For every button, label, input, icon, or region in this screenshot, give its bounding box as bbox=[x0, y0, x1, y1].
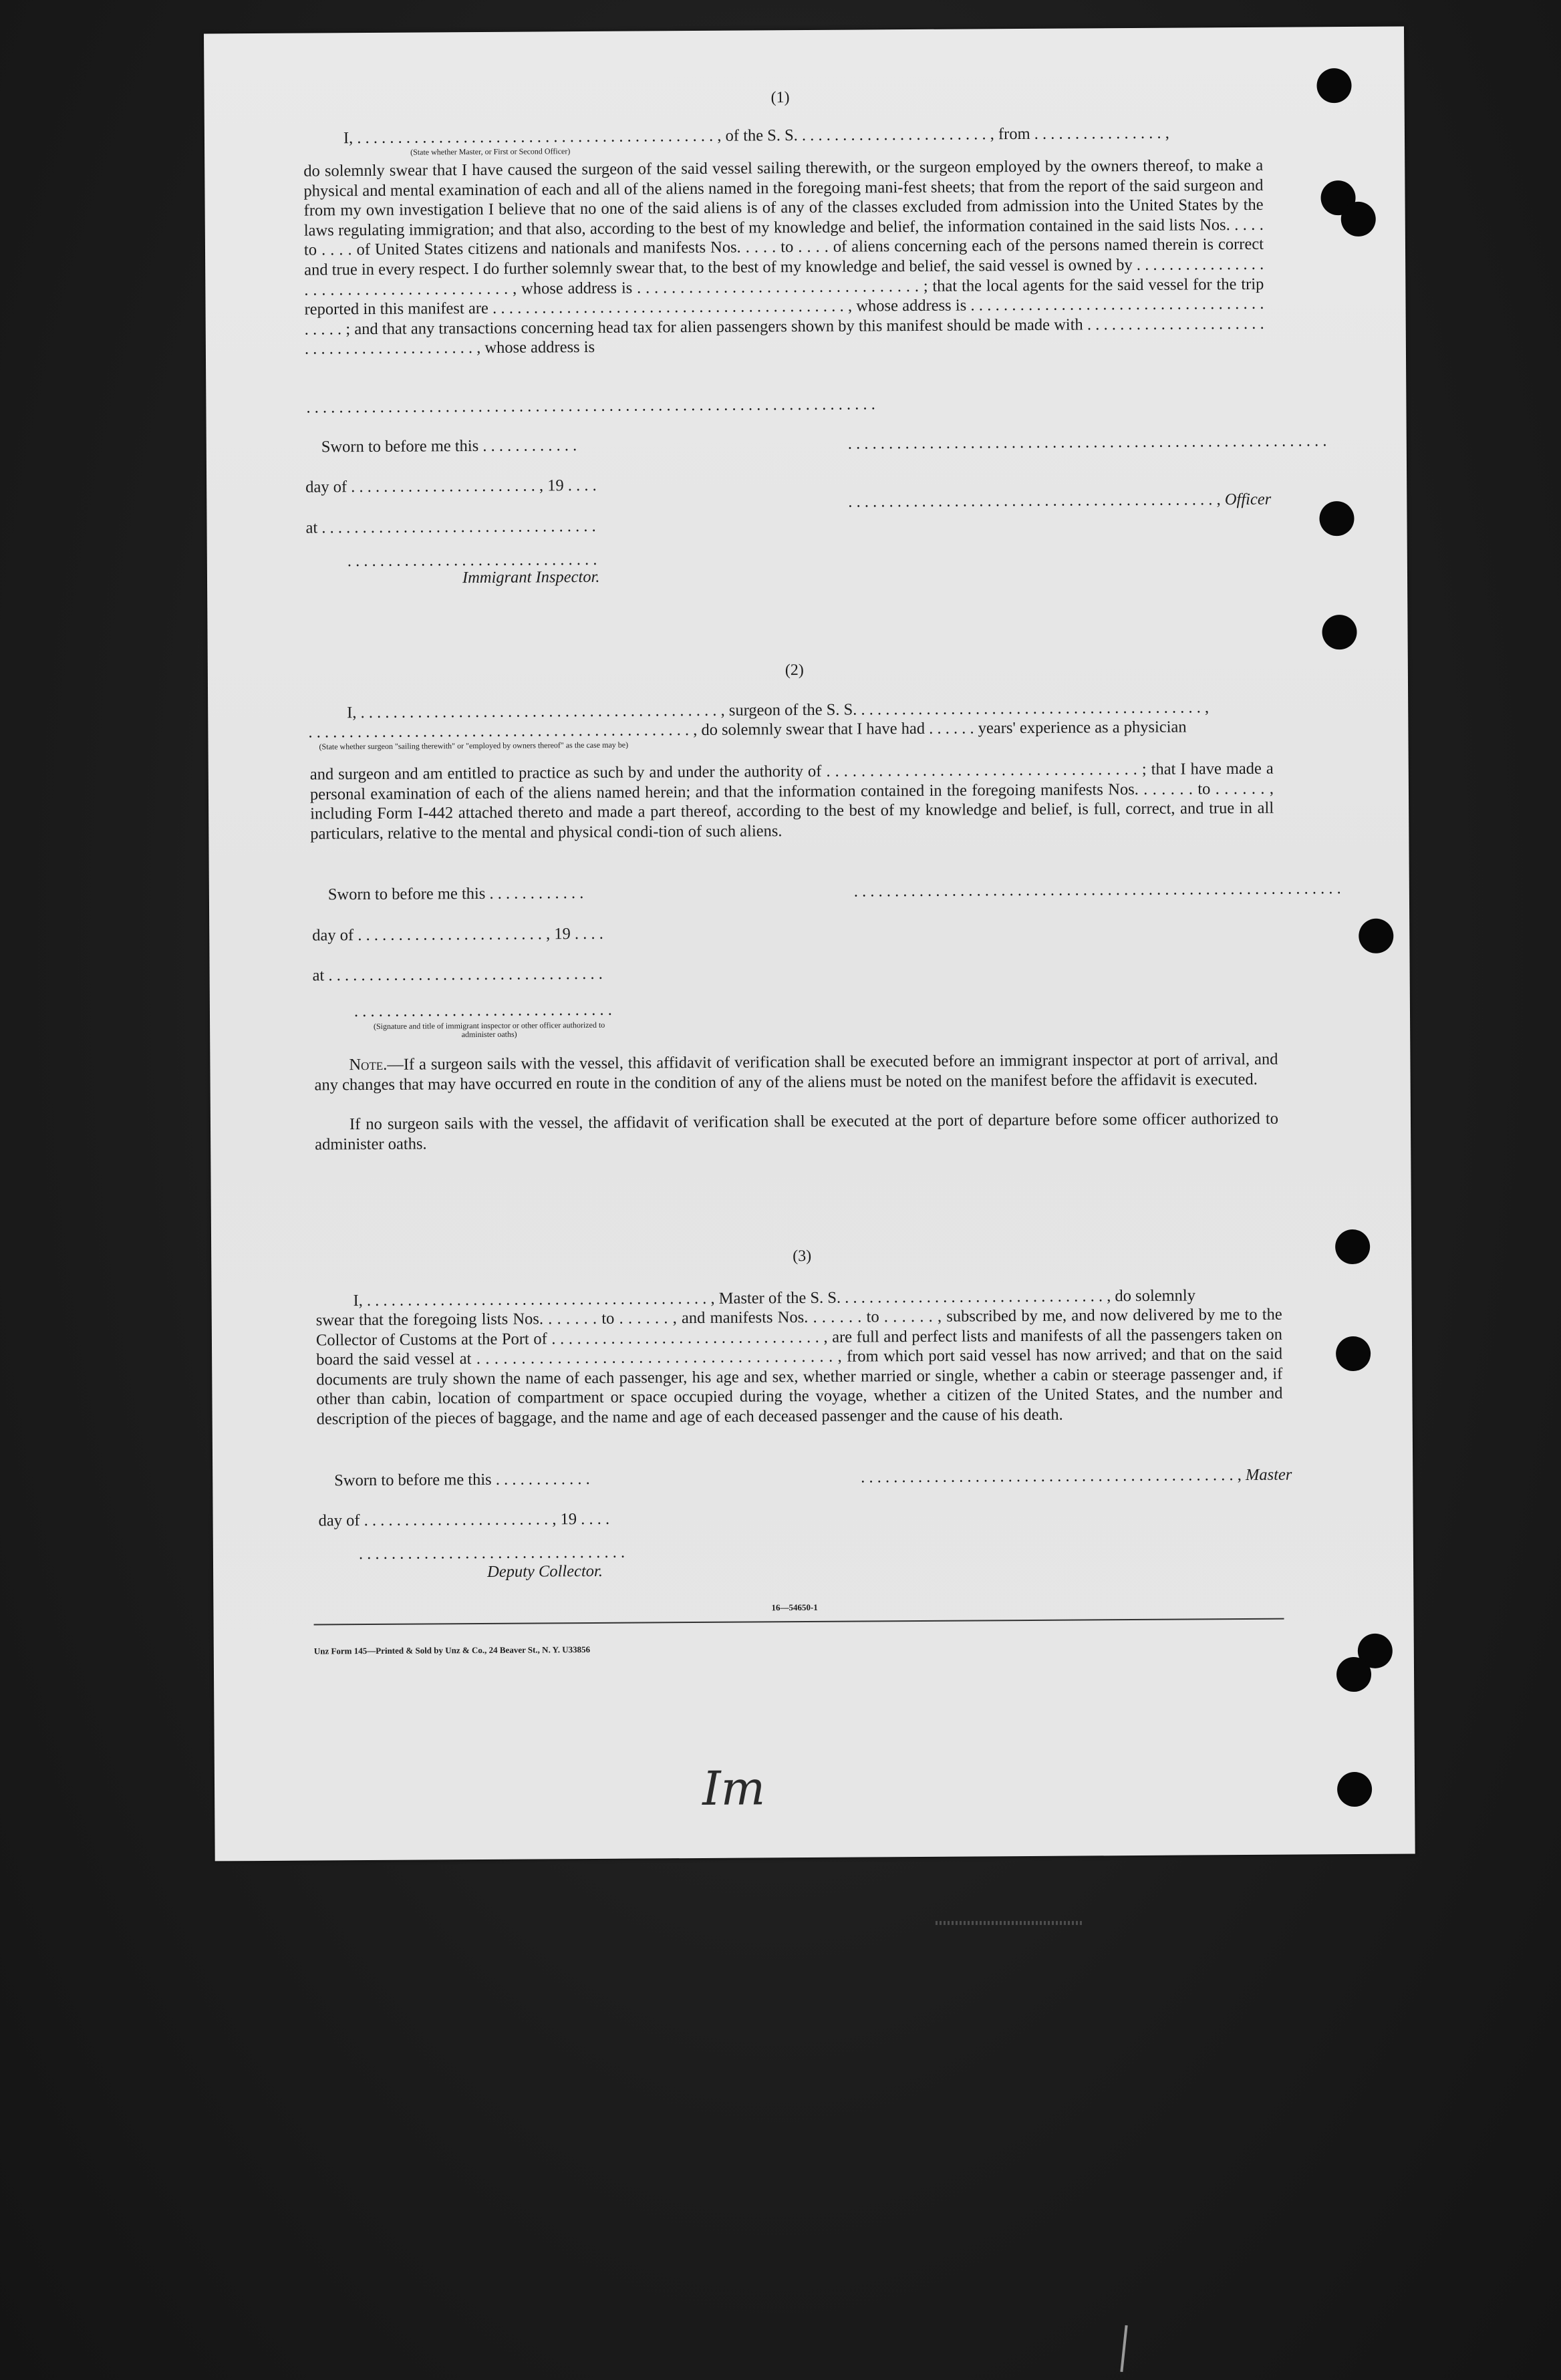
document-page bbox=[204, 27, 1415, 1862]
section-1-sworn: Sworn to before me this . . . . . . . . . . . . bbox=[321, 436, 577, 456]
officer-dots: . . . . . . . . . . . . . . . . . . . . . . . . . . . . . . . . . . . . . . . . . . . . . , bbox=[848, 490, 1221, 511]
note-second-paragraph: If no surgeon sails with the vessel, the affidavit of verification shall be executed at the port of departure before some officer authorized to administer oaths. bbox=[315, 1109, 1279, 1154]
section-1-day-of: day of . . . . . . . . . . . . . . . . . . . . . . . , 19 . . . . bbox=[305, 476, 597, 496]
section-1-inspector-dots: . . . . . . . . . . . . . . . . . . . . . . . . . . . . . . . bbox=[347, 550, 597, 571]
section-2-second-line: . . . . . . . . . . . . . . . . . . . . . . . . . . . . . . . . . . . . . . . . . . . . . . . , do solemnly swear that I have had . . . . . . years' experience as a physician bbox=[308, 718, 1187, 742]
officer-label: Officer bbox=[1224, 490, 1272, 509]
master-dots: . . . . . . . . . . . . . . . . . . . . . . . . . . . . . . . . . . . . . . . . . . . . . . , bbox=[861, 1466, 1242, 1487]
film-scratch bbox=[936, 1921, 1083, 1925]
punch-hole bbox=[1335, 1229, 1370, 1264]
immigrant-inspector-label: Immigrant Inspector. bbox=[462, 567, 600, 587]
section-2-day-of: day of . . . . . . . . . . . . . . . . . . . . . . . , 19 . . . . bbox=[312, 924, 603, 945]
section-3-number: (3) bbox=[793, 1247, 812, 1266]
section-2-caption: (State whether surgeon "sailing therewith" or "employed by owners thereof" as the case may be) bbox=[319, 740, 629, 752]
deputy-collector-label: Deputy Collector. bbox=[487, 1561, 603, 1581]
punch-hole bbox=[1316, 68, 1351, 103]
printer-line: Unz Form 145—Printed & Sold by Unz & Co., 24 Beaver St., N. Y. U33856 bbox=[313, 1644, 591, 1656]
film-tick bbox=[1120, 2325, 1127, 2372]
section-2-signature-caption: (Signature and title of immigrant inspector or other officer authorized to administer oaths) bbox=[373, 1020, 605, 1040]
section-2-inspector-dots: . . . . . . . . . . . . . . . . . . . . . . . . . . . . . . . . bbox=[353, 1000, 612, 1021]
note-paragraph bbox=[314, 1050, 1278, 1095]
section-2-sworn: Sworn to before me this . . . . . . . . . . . . bbox=[327, 884, 584, 904]
note-text: —If a surgeon sails with the vessel, this affidavit of verification shall be executed before an immigrant inspector at port of arrival, and any changes that may have occurred en route in the condition of any of the aliens must be noted on the manifest before the affidavit is executed. bbox=[314, 1050, 1278, 1094]
section-3-day-of: day of . . . . . . . . . . . . . . . . . . . . . . . , 19 . . . . bbox=[318, 1509, 610, 1530]
section-2-number: (2) bbox=[785, 661, 804, 680]
punch-hole bbox=[1319, 501, 1354, 536]
section-3-master-line bbox=[861, 1465, 1292, 1487]
punch-hole bbox=[1322, 615, 1357, 649]
section-1-body: do solemnly swear that I have caused the surgeon of the said vessel sailing therewith, or the surgeon employed by the owners thereof, to make a physical and mental examination of each and all of the aliens named in the foregoing mani-fest sheets; that from the report of the said surgeon and from my own investigation I believe that no one of the said aliens is of any of the classes excluded from admission into the United States by the laws regulating immigration; and that also, according to the best of my knowledge and belief, the information contained in the said lists Nos. . . . . to . . . . of United States citizens and nationals and manifests Nos. . . . . to . . . . of aliens concerning each of the persons named therein is correct and true in every respect. I do further solemnly swear that, to the best of my knowledge and belief, the said vessel is owned by . . . . . . . . . . . . . . . . . . . . . . . . . . . . . . . . . . . . . . . . , whose address is . . . . . . . . . . . . . . . . . . . . . . . . . . . . . . . . . ; that the local agents for the said vessel for the trip reported in this manifest are . . . . . . . . . . . . . . . . . . . . . . . . . . . . . . . . . . . . . . . . . . . , whose address is . . . . . . . . . . . . . . . . . . . . . . . . . . . . . . . . . . . . . . . . . ; and that any transactions concerning head tax for alien passengers shown by this manifest should be made with . . . . . . . . . . . . . . . . . . . . . . . . . . . . . . . . . . . . . . . . . . . , whose address is bbox=[303, 156, 1264, 358]
section-2-signature-line: . . . . . . . . . . . . . . . . . . . . . . . . . . . . . . . . . . . . . . . . . . . . . . . . . . . . . . . . . . . . bbox=[853, 879, 1341, 901]
section-1-signature-line: . . . . . . . . . . . . . . . . . . . . . . . . . . . . . . . . . . . . . . . . . . . . . . . . . . . . . . . . . . . bbox=[847, 432, 1327, 453]
section-1-caption: (State whether Master, or First or Second Officer) bbox=[410, 146, 571, 157]
section-1-dots-line: . . . . . . . . . . . . . . . . . . . . . . . . . . . . . . . . . . . . . . . . . . . . . . . . . . . . . . . . . . . . . . . . . . . . . . bbox=[306, 395, 875, 417]
punch-hole bbox=[1359, 919, 1393, 953]
section-3-body: swear that the foregoing lists Nos. . . . . . . to . . . . . . , and manifests Nos. . . . . . . to . . . . . . , subscribed by me, and now delivered by me to the Collector of Customs at the Port of . . . . . . . . . . . . . . . . . . . . . . . . . . . . . . . . , are full and perfect lists and manifests of all the passengers taken on board the said vessel at . . . . . . . . . . . . . . . . . . . . . . . . . . . . . . . . . . . . . . . . , from which port said vessel has now arrived; and that on the said documents are truly shown the name of each passenger, his age and sex, whether married or single, whether a cabin or steerage passenger and, if other than cabin, location of compartment or space occupied during the voyage, whether a citizen of the United States, and the number and description of the pieces of baggage, and the name and age of each deceased passenger and the cause of his death. bbox=[315, 1305, 1283, 1429]
section-2-body: and surgeon and am entitled to practice as such by and under the authority of . . . . . . . . . . . . . . . . . . . . . . . . . . . . . . . . . . . . ; that I have made a personal examination of each of the aliens named herein; and that the information contained in the foregoing manifests Nos. . . . . . . to . . . . . . , including Form I-442 attached thereto and made a part thereof, according to the best of my knowledge and belief, is full, correct, and true in all particulars, relative to the mental and physical condi-tion of such aliens. bbox=[309, 759, 1274, 843]
punch-hole bbox=[1336, 1336, 1371, 1371]
punch-hole bbox=[1341, 202, 1376, 237]
master-label: Master bbox=[1245, 1465, 1292, 1485]
punch-hole bbox=[1337, 1772, 1372, 1807]
section-1-officer-line bbox=[848, 490, 1271, 512]
section-3-first-line: I, . . . . . . . . . . . . . . . . . . . . . . . . . . . . . . . . . . . . . . . . . . , Master of the S. S. . . . . . . . . . . . . . . . . . . . . . . . . . . . . . . . . , do solemnly bbox=[353, 1286, 1196, 1310]
footer-rule bbox=[314, 1618, 1284, 1626]
section-1-number: (1) bbox=[770, 89, 790, 107]
handwritten-initials: Im bbox=[702, 1761, 766, 1816]
section-2-first-line: I, . . . . . . . . . . . . . . . . . . . . . . . . . . . . . . . . . . . . . . . . . . . . , surgeon of the S. S. . . . . . . . . . . . . . . . . . . . . . . . . . . . . . . . . . . . . . . . . . . , bbox=[347, 698, 1210, 722]
section-1-at: at . . . . . . . . . . . . . . . . . . . . . . . . . . . . . . . . . . bbox=[305, 516, 596, 537]
punch-hole bbox=[1336, 1657, 1371, 1692]
section-1-first-line: I, . . . . . . . . . . . . . . . . . . . . . . . . . . . . . . . . . . . . . . . . . . . . , of the S. S. . . . . . . . . . . . . . . . . . . . . . . . , from . . . . . . . . . . . . . . . . , bbox=[343, 124, 1169, 148]
form-code: 16—54650-1 bbox=[771, 1602, 818, 1613]
section-3-collector-dots: . . . . . . . . . . . . . . . . . . . . . . . . . . . . . . . . . bbox=[358, 1543, 625, 1564]
note-label: Note. bbox=[349, 1055, 388, 1074]
section-2-at: at . . . . . . . . . . . . . . . . . . . . . . . . . . . . . . . . . . bbox=[312, 964, 603, 985]
section-3-sworn: Sworn to before me this . . . . . . . . . . . . bbox=[334, 1469, 590, 1490]
